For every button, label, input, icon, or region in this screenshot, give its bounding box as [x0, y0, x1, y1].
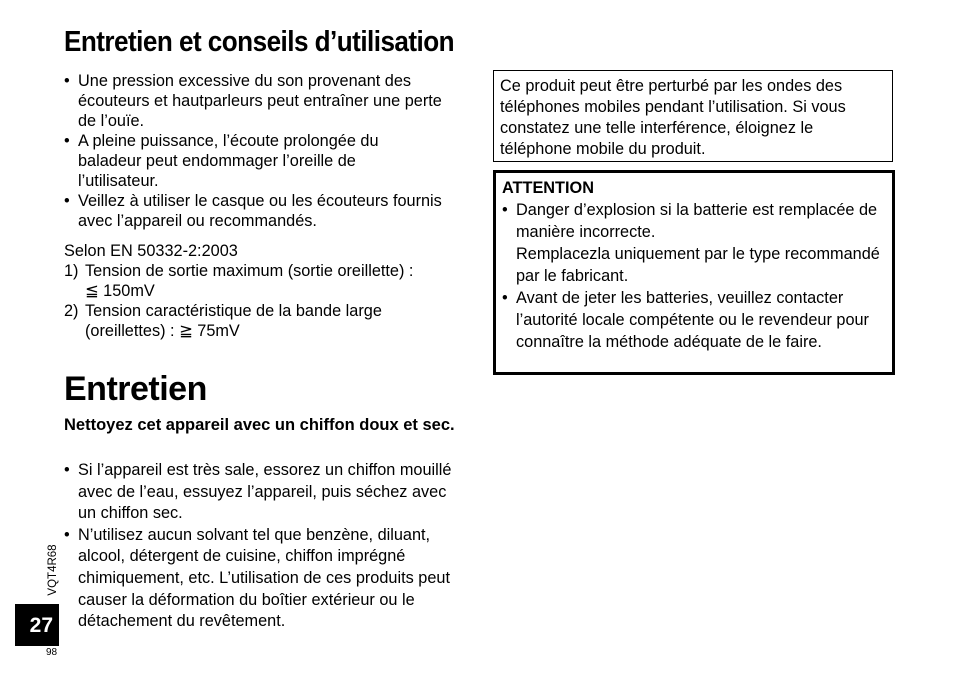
safety-bullets — [64, 71, 464, 231]
page-heading: Entretien et conseils d’utilisation — [64, 26, 455, 58]
list-item — [502, 199, 886, 287]
small-page-number: 98 — [46, 647, 58, 658]
item-number: 2) — [64, 302, 79, 320]
item-line: Tension caractéristique de la bande large — [85, 302, 382, 320]
attention-box — [493, 170, 895, 375]
list-item: • Si l’appareil est très sale, essorez un chiffon mouillé avec de l’eau, essuyez l’appareil, puis séchez avec un chiffon sec. — [64, 460, 467, 525]
list-item — [64, 261, 464, 301]
section-title: Entretien — [64, 370, 207, 408]
info-box — [493, 70, 893, 162]
standard-intro: Selon EN 50332-2:2003 — [64, 242, 238, 260]
item-value: ≦ 150mV — [85, 282, 155, 300]
standard-block — [64, 241, 464, 341]
page-number: 27 — [15, 604, 59, 646]
list-item — [64, 301, 464, 341]
item-value: (oreillettes) : ≧ 75mV — [85, 322, 240, 340]
list-item: • N’utilisez aucun solvant tel que benzène, diluant, alcool, détergent de cuisine, chiffon imprégné chimiquement, etc. L’utilisation de ces produits peut causer la déformation du boîtier extérieur ou le détachement du revêtement. — [64, 525, 467, 633]
list-item: • A pleine puissance, l’écoute prolongée du baladeur peut endommager l’oreille de l’utilisateur. — [64, 131, 423, 191]
list-item: • Une pression excessive du son provenant des écouteurs et hautparleurs peut entraîner une perte de l’ouïe. — [64, 71, 464, 131]
doc-code: VQT4R68 — [47, 544, 59, 596]
cleaning-bullets — [64, 460, 467, 633]
section-subtitle: Nettoyez cet appareil avec un chiffon doux et sec. — [64, 416, 455, 434]
list-item: • Avant de jeter les batteries, veuillez contacter l’autorité locale compétente ou le revendeur pour connaître la méthode adéquate de le faire. — [502, 287, 886, 353]
info-text: Ce produit peut être perturbé par les ondes des téléphones mobiles pendant l’utilisation. Si vous constatez une telle interférence, éloignez le téléphone mobile du produit. — [500, 77, 846, 158]
list-item: • Veillez à utiliser le casque ou les écouteurs fournis avec l’appareil ou recommandés. — [64, 191, 453, 231]
attention-line: Remplacezla uniquement par le type recommandé par le fabricant. — [516, 245, 880, 285]
attention-line: Danger d’explosion si la batterie est remplacée de manière incorrecte. — [516, 201, 878, 241]
attention-title: ATTENTION — [502, 179, 594, 197]
item-line: Tension de sortie maximum (sortie oreillette) : — [85, 262, 414, 280]
item-number: 1) — [64, 262, 79, 280]
